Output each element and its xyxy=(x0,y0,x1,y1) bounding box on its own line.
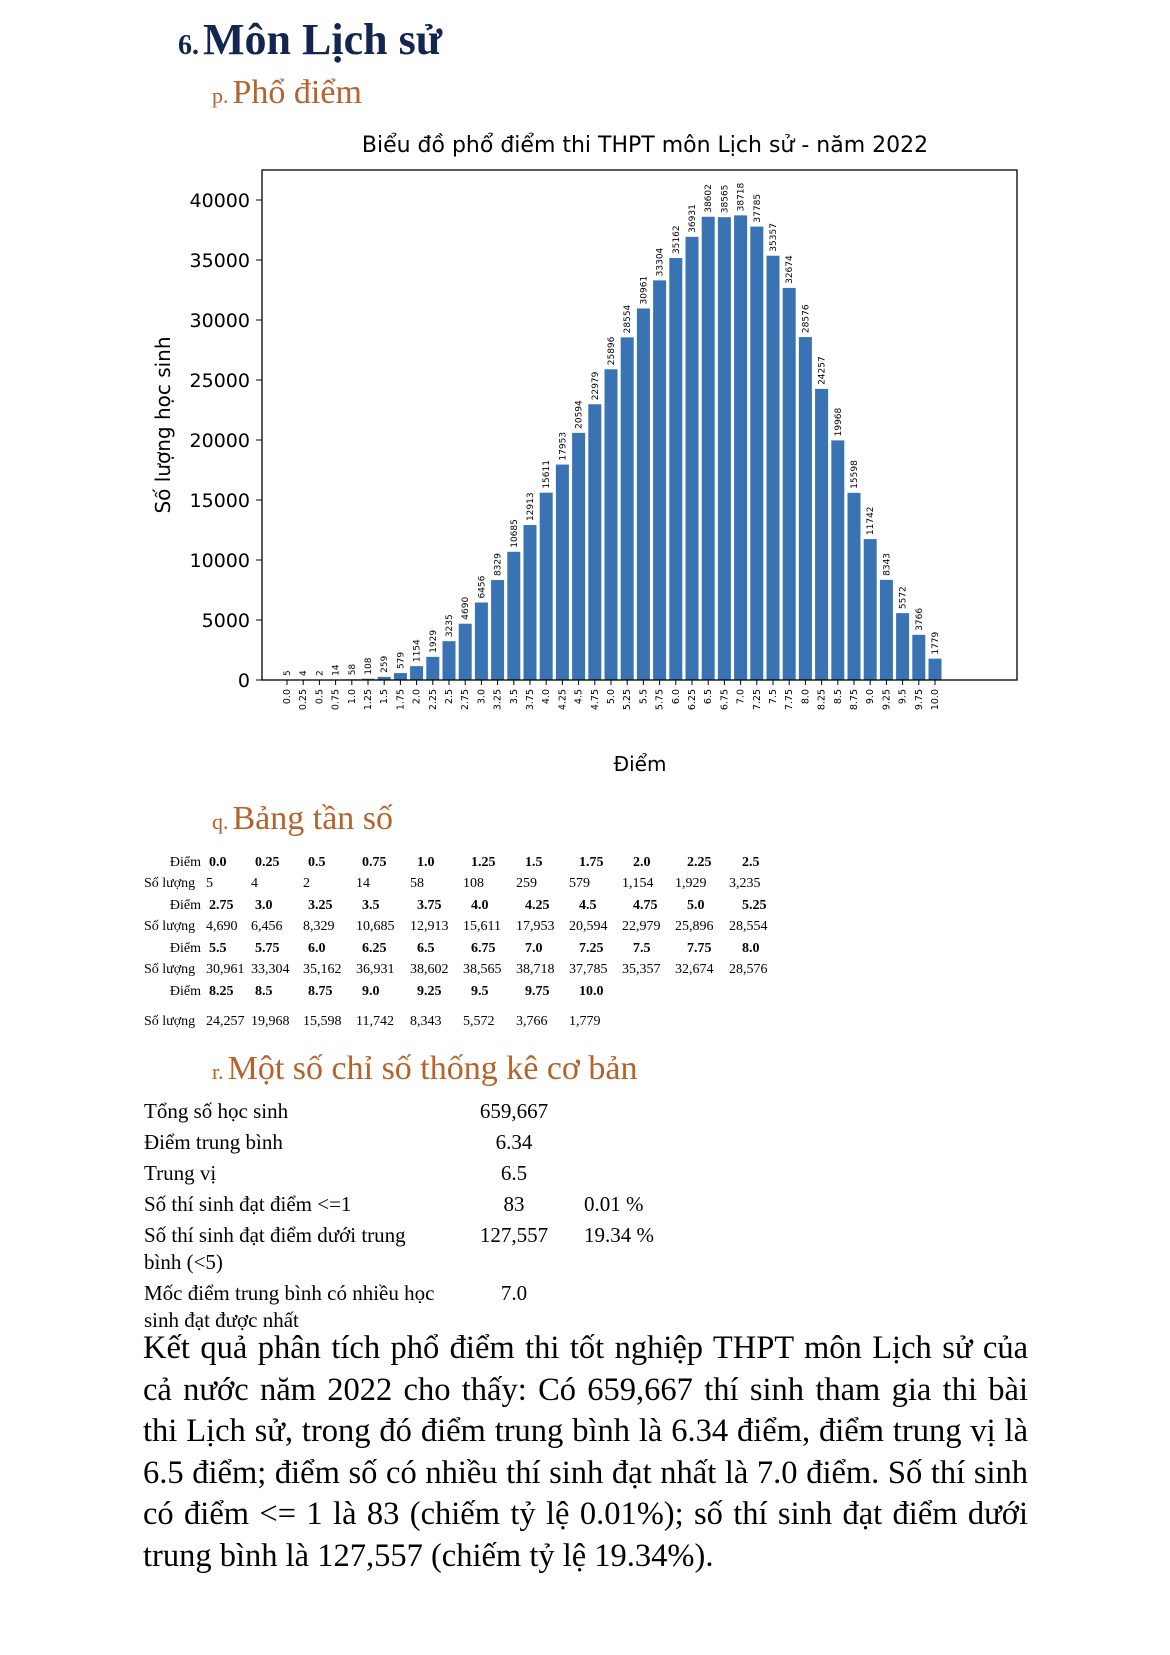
section-number: 6. xyxy=(178,30,199,61)
freq-diem-cell: 6.75 xyxy=(471,940,496,956)
x-tick-label: 9.0 xyxy=(865,689,877,705)
freq-diem-cell: 0.75 xyxy=(362,854,387,870)
stat-label: Mốc điểm trung bình có nhiều học sinh đạt được nhất xyxy=(144,1281,435,1332)
freq-diem-cell: 3.75 xyxy=(417,897,442,913)
x-tick-label: 4.25 xyxy=(557,689,569,711)
freq-diem-cell: 0.0 xyxy=(209,854,227,870)
bar-value-label: 4 xyxy=(299,670,310,676)
freq-diem-cell: 7.75 xyxy=(687,940,712,956)
x-tick-label: 4.75 xyxy=(589,689,601,711)
bar xyxy=(686,237,699,680)
freq-sl-cell: 3,235 xyxy=(729,876,761,892)
bar xyxy=(507,552,520,680)
x-tick-label: 5.0 xyxy=(606,689,617,705)
y-tick-label: 35000 xyxy=(189,250,250,272)
bar xyxy=(443,641,456,680)
freq-diem-label: Điểm xyxy=(169,940,201,956)
stat-value: 127,557 xyxy=(479,1223,549,1247)
subheading-chi-so-thong-ke xyxy=(212,1050,638,1088)
bar-value-label: 38718 xyxy=(736,182,747,212)
freq-diem-cell: 9.75 xyxy=(525,983,550,999)
bar-value-label: 24257 xyxy=(817,356,828,385)
bar xyxy=(410,666,423,680)
x-tick-label: 9.75 xyxy=(913,689,925,711)
bar-value-label: 11742 xyxy=(866,506,877,536)
x-tick-label: 3.0 xyxy=(476,689,488,705)
freq-diem-cell: 3.0 xyxy=(255,897,273,913)
bar xyxy=(605,369,618,680)
bar-value-label: 12913 xyxy=(526,492,536,522)
freq-diem-cell: 8.5 xyxy=(255,983,273,999)
stat-value: 659,667 xyxy=(479,1099,549,1123)
chart-title: Biểu đồ phổ điểm thi THPT môn Lịch sử - năm 2022 xyxy=(361,133,929,158)
bar xyxy=(475,603,488,680)
stat-percent: 0.01 % xyxy=(584,1192,644,1216)
x-tick-label: 5.75 xyxy=(654,689,666,711)
freq-diem-cell: 2.5 xyxy=(742,854,760,870)
freq-diem-cell: 9.25 xyxy=(417,983,442,999)
freq-diem-cell: 1.5 xyxy=(525,854,543,870)
bar-value-label: 5572 xyxy=(898,586,909,610)
bar xyxy=(783,288,796,680)
x-tick-label: 8.25 xyxy=(816,689,828,711)
section-heading xyxy=(178,14,442,65)
freq-diem-cell: 3.25 xyxy=(308,897,333,913)
score-distribution-chart xyxy=(140,128,1040,788)
freq-diem-cell: 7.5 xyxy=(633,940,651,956)
x-tick-label: 0.75 xyxy=(330,689,342,711)
freq-diem-cell: 1.75 xyxy=(579,854,604,870)
freq-sl-cell: 58 xyxy=(410,876,424,892)
y-tick-label: 25000 xyxy=(189,370,250,392)
bar-value-label: 1929 xyxy=(428,629,439,653)
bar-value-label: 5 xyxy=(283,670,293,676)
bar-value-label: 15598 xyxy=(850,460,860,489)
freq-sl-cell: 108 xyxy=(463,876,484,892)
bar-value-label: 10685 xyxy=(509,519,520,548)
bar-value-label: 38602 xyxy=(704,184,715,213)
bar-value-label: 33304 xyxy=(655,247,666,277)
freq-diem-cell: 4.25 xyxy=(525,897,550,913)
freq-sl-cell: 28,576 xyxy=(729,962,768,978)
freq-diem-row xyxy=(144,938,788,960)
stat-value: 7.0 xyxy=(500,1281,528,1305)
y-tick-label: 15000 xyxy=(189,490,250,512)
bar xyxy=(637,308,650,680)
subheading-number: q. xyxy=(212,809,229,834)
x-tick-label: 3.75 xyxy=(525,689,536,711)
freq-diem-cell: 1.25 xyxy=(471,854,496,870)
bar-value-label: 19968 xyxy=(833,407,844,437)
stat-percent: 19.34 % xyxy=(584,1223,654,1247)
freq-sl-cell: 33,304 xyxy=(251,962,290,978)
bar-value-label: 17953 xyxy=(558,431,569,461)
freq-diem-cell: 4.5 xyxy=(579,897,597,913)
freq-sl-label: Số lượng xyxy=(144,876,196,892)
freq-sl-cell: 35,162 xyxy=(303,962,342,978)
bar xyxy=(572,433,585,680)
freq-sl-cell: 6,456 xyxy=(251,919,283,935)
freq-sl-cell: 8,329 xyxy=(303,919,335,935)
freq-sl-cell: 3,766 xyxy=(516,1014,548,1030)
x-tick-label: 2.25 xyxy=(427,689,439,711)
bar xyxy=(524,525,537,680)
freq-diem-cell: 9.0 xyxy=(362,983,380,999)
bar xyxy=(831,440,844,680)
x-tick-label: 7.0 xyxy=(735,689,747,705)
freq-sl-cell: 15,611 xyxy=(463,919,501,935)
bar-value-label: 28576 xyxy=(801,304,812,334)
stat-label: Số thí sinh đạt điểm <=1 xyxy=(144,1192,352,1216)
freq-diem-row xyxy=(144,895,788,917)
bar xyxy=(426,657,439,680)
freq-diem-cell: 5.75 xyxy=(255,940,280,956)
bar xyxy=(929,659,942,680)
bar-value-label: 28554 xyxy=(623,304,634,334)
freq-sl-cell: 1,779 xyxy=(569,1014,601,1030)
bar-value-label: 35357 xyxy=(769,223,779,252)
bar-value-label: 1779 xyxy=(931,631,941,655)
freq-sl-cell: 24,257 xyxy=(206,1014,245,1030)
bar xyxy=(491,580,504,680)
bar-value-label: 8343 xyxy=(882,552,893,576)
freq-sl-cell: 35,357 xyxy=(622,962,661,978)
x-axis-label: Điểm xyxy=(613,752,667,776)
bar xyxy=(718,217,731,680)
freq-diem-cell: 10.0 xyxy=(579,983,604,999)
bar xyxy=(767,256,780,680)
freq-sl-cell: 17,953 xyxy=(516,919,555,935)
freq-sl-cell: 5,572 xyxy=(463,1014,495,1030)
y-tick-label: 20000 xyxy=(189,430,250,452)
freq-diem-cell: 4.75 xyxy=(633,897,658,913)
stat-label: Trung vị xyxy=(144,1161,217,1185)
x-tick-label: 4.5 xyxy=(573,689,585,705)
freq-diem-cell: 4.0 xyxy=(471,897,489,913)
bar xyxy=(750,227,763,680)
x-tick-label: 5.5 xyxy=(638,689,650,705)
freq-diem-cell: 2.25 xyxy=(687,854,712,870)
freq-diem-cell: 0.25 xyxy=(255,854,280,870)
x-tick-label: 1.25 xyxy=(363,689,374,711)
x-tick-label: 4.0 xyxy=(541,689,553,705)
bar xyxy=(912,635,925,680)
stat-row xyxy=(144,1280,664,1334)
freq-diem-row xyxy=(144,852,788,874)
freq-sl-cell: 37,785 xyxy=(569,962,608,978)
x-tick-label: 10.0 xyxy=(930,689,941,711)
x-tick-label: 7.75 xyxy=(784,689,796,711)
x-tick-label: 3.5 xyxy=(508,689,520,705)
freq-diem-cell: 8.75 xyxy=(308,983,333,999)
stat-label: Tổng số học sinh xyxy=(144,1099,289,1123)
freq-sl-cell: 28,554 xyxy=(729,919,768,935)
bar-value-label: 4690 xyxy=(461,596,472,620)
freq-diem-cell: 7.25 xyxy=(579,940,604,956)
statistics-table xyxy=(144,1098,664,1338)
bar-value-label: 32674 xyxy=(785,255,796,284)
bar-value-label: 1154 xyxy=(412,639,423,663)
x-tick-label: 6.25 xyxy=(687,689,698,711)
bar-value-label: 6456 xyxy=(477,575,488,599)
stat-label: Số thí sinh đạt điểm dưới trung bình (<5) xyxy=(144,1223,406,1274)
x-tick-label: 9.25 xyxy=(881,689,893,711)
bar-value-label: 36931 xyxy=(688,204,698,233)
freq-sl-row xyxy=(144,917,788,939)
x-tick-label: 2.75 xyxy=(460,689,472,711)
bar xyxy=(540,493,553,680)
bar-value-label: 25896 xyxy=(607,336,617,366)
freq-sl-cell: 8,343 xyxy=(410,1014,442,1030)
stat-row xyxy=(144,1160,664,1187)
freq-sl-cell: 10,685 xyxy=(356,919,395,935)
bar xyxy=(459,624,472,680)
freq-diem-cell: 5.25 xyxy=(742,897,767,913)
bar xyxy=(896,613,909,680)
subheading-title: Bảng tần số xyxy=(232,800,394,837)
bar xyxy=(848,493,861,680)
y-tick-label: 10000 xyxy=(189,550,250,572)
freq-sl-cell: 1,154 xyxy=(622,876,654,892)
freq-diem-row xyxy=(144,981,788,1003)
freq-sl-cell: 1,929 xyxy=(675,876,707,892)
summary-paragraph: Kết quả phân tích phổ điểm thi tốt nghiệp THPT môn Lịch sử của cả nước năm 2022 cho thấy: Có 659,667 thí sinh tham gia thi bài thi Lịch sử, trong đó điểm trung bình là 6.34 điểm, điểm trung vị là 6.5 điểm; điểm số có nhiều thí sinh đạt nhất là 7.0 điểm. Số thí sinh có điểm <= 1 là 83 (chiếm tỷ lệ 0.01%); số thí sinh đạt điểm dưới trung bình là 127,557 (chiếm tỷ lệ 19.34%). xyxy=(143,1330,1028,1574)
bar-value-label: 37785 xyxy=(752,193,763,223)
freq-sl-cell: 259 xyxy=(516,876,537,892)
bar-value-label: 259 xyxy=(380,655,391,673)
x-tick-label: 0.0 xyxy=(282,689,293,705)
y-tick-label: 30000 xyxy=(189,310,250,332)
stat-value: 6.34 xyxy=(495,1130,533,1154)
x-tick-label: 7.25 xyxy=(751,689,763,711)
bar xyxy=(799,337,812,680)
freq-diem-cell: 5.5 xyxy=(209,940,227,956)
bar-value-label: 8329 xyxy=(493,553,504,577)
x-tick-label: 1.0 xyxy=(346,689,358,705)
x-tick-label: 6.0 xyxy=(670,689,682,705)
subheading-number: p. xyxy=(212,83,229,108)
freq-sl-cell: 30,961 xyxy=(206,962,245,978)
stat-value: 6.5 xyxy=(500,1161,528,1185)
bar xyxy=(394,673,407,680)
bar-value-label: 20594 xyxy=(574,400,585,429)
bar-value-label: 15611 xyxy=(542,460,553,489)
freq-diem-cell: 0.5 xyxy=(308,854,326,870)
subheading-title: Phổ điểm xyxy=(232,74,362,111)
subheading-bang-tan-so xyxy=(212,800,393,838)
stat-row xyxy=(144,1129,664,1156)
bar xyxy=(815,389,828,680)
freq-sl-row xyxy=(144,1012,788,1034)
subheading-pho-diem xyxy=(212,74,362,112)
bar-value-label: 579 xyxy=(396,651,407,670)
bar xyxy=(702,217,715,680)
freq-sl-cell: 11,742 xyxy=(356,1014,394,1030)
x-tick-label: 2.5 xyxy=(444,689,455,705)
freq-sl-cell: 25,896 xyxy=(675,919,714,935)
plot-area xyxy=(281,215,942,680)
freq-diem-cell: 2.75 xyxy=(209,897,234,913)
bar-value-label: 2 xyxy=(315,670,326,676)
bar-value-label: 108 xyxy=(364,657,374,675)
bar-value-label: 14 xyxy=(331,664,342,676)
x-tick-label: 0.25 xyxy=(298,689,310,711)
freq-diem-cell: 2.0 xyxy=(633,854,651,870)
freq-sl-cell: 38,718 xyxy=(516,962,555,978)
x-tick-label: 6.5 xyxy=(703,689,715,705)
freq-sl-cell: 2 xyxy=(303,876,310,892)
y-tick-label: 0 xyxy=(237,670,250,692)
x-tick-label: 6.75 xyxy=(719,689,731,711)
freq-diem-cell: 3.5 xyxy=(362,897,380,913)
bar xyxy=(621,337,634,680)
freq-gap xyxy=(144,1003,788,1012)
freq-diem-cell: 1.0 xyxy=(417,854,435,870)
freq-diem-cell: 6.5 xyxy=(417,940,435,956)
bar-value-label: 3235 xyxy=(445,614,455,638)
bar xyxy=(653,280,666,680)
y-tick-label: 5000 xyxy=(201,610,250,632)
section-title: Môn Lịch sử xyxy=(203,15,443,64)
x-tick-label: 1.5 xyxy=(379,689,391,705)
stat-row xyxy=(144,1098,664,1125)
freq-diem-label: Điểm xyxy=(169,983,201,999)
stat-row xyxy=(144,1222,664,1276)
freq-sl-cell: 32,674 xyxy=(675,962,714,978)
bar xyxy=(669,258,682,680)
x-tick-label: 8.5 xyxy=(832,689,844,705)
frequency-table xyxy=(144,852,788,1033)
freq-sl-cell: 38,565 xyxy=(463,962,502,978)
x-tick-label: 8.0 xyxy=(800,689,812,705)
x-tick-label: 7.5 xyxy=(768,689,779,705)
freq-sl-cell: 5 xyxy=(206,876,213,892)
freq-sl-cell: 19,968 xyxy=(251,1014,290,1030)
subheading-title: Một số chỉ số thống kê cơ bản xyxy=(227,1050,638,1087)
subheading-number: r. xyxy=(212,1059,224,1084)
freq-sl-cell: 38,602 xyxy=(410,962,449,978)
freq-diem-cell: 8.0 xyxy=(742,940,760,956)
bar-value-label: 3766 xyxy=(914,607,925,631)
bar xyxy=(556,465,569,680)
freq-sl-cell: 579 xyxy=(569,876,590,892)
freq-sl-row xyxy=(144,960,788,982)
stat-label: Điểm trung bình xyxy=(144,1130,283,1154)
y-axis-label: Số lượng học sinh xyxy=(151,336,175,514)
freq-diem-label: Điểm xyxy=(169,897,201,913)
freq-sl-cell: 4,690 xyxy=(206,919,238,935)
freq-sl-cell: 36,931 xyxy=(356,962,395,978)
bar-value-label: 38565 xyxy=(720,184,731,214)
bar-value-label: 58 xyxy=(347,663,358,676)
freq-sl-cell: 14 xyxy=(356,876,370,892)
freq-diem-cell: 6.0 xyxy=(308,940,326,956)
x-tick-label: 3.25 xyxy=(492,689,504,711)
bar xyxy=(880,580,893,680)
y-tick-label: 40000 xyxy=(189,190,250,212)
freq-diem-label: Điểm xyxy=(169,854,201,870)
freq-diem-cell: 9.5 xyxy=(471,983,489,999)
freq-diem-cell: 7.0 xyxy=(525,940,543,956)
freq-sl-row xyxy=(144,874,788,896)
x-tick-label: 2.0 xyxy=(411,689,423,705)
freq-diem-cell: 8.25 xyxy=(209,983,234,999)
x-tick-label: 8.75 xyxy=(849,689,860,711)
bar-value-label: 22979 xyxy=(590,371,601,401)
freq-sl-cell: 20,594 xyxy=(569,919,608,935)
stat-value: 83 xyxy=(503,1192,525,1216)
freq-sl-cell: 15,598 xyxy=(303,1014,342,1030)
freq-sl-cell: 22,979 xyxy=(622,919,661,935)
freq-sl-label: Số lượng xyxy=(144,1014,196,1030)
freq-sl-cell: 4 xyxy=(251,876,258,892)
freq-sl-label: Số lượng xyxy=(144,919,196,935)
freq-diem-cell: 6.25 xyxy=(362,940,387,956)
x-tick-label: 5.25 xyxy=(622,689,634,711)
freq-diem-cell: 5.0 xyxy=(687,897,705,913)
freq-sl-label: Số lượng xyxy=(144,962,196,978)
bar xyxy=(734,215,747,680)
bar-value-label: 35162 xyxy=(671,225,682,255)
freq-sl-cell: 12,913 xyxy=(410,919,449,935)
stat-row xyxy=(144,1191,664,1218)
bar-value-label: 30961 xyxy=(639,275,650,305)
x-tick-label: 0.5 xyxy=(314,689,326,705)
bar xyxy=(864,539,877,680)
x-tick-label: 9.5 xyxy=(897,689,909,705)
x-tick-label: 1.75 xyxy=(395,689,407,711)
bar xyxy=(588,404,601,680)
